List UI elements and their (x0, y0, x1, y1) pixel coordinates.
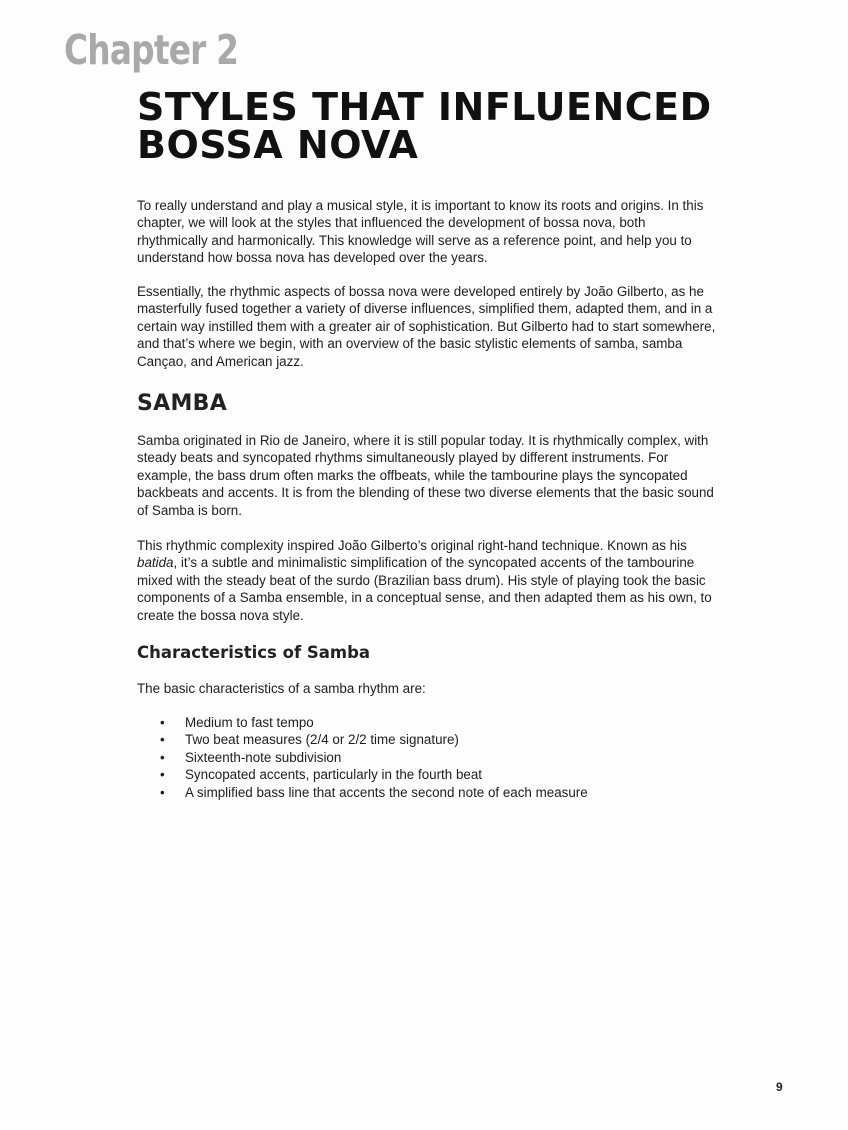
chapter-label: Chapter 2 (64, 26, 239, 74)
bullet-icon: • (160, 767, 165, 783)
page-number: 9 (776, 1080, 783, 1094)
samba-paragraph (137, 537, 717, 624)
list-item-text: Medium to fast tempo (185, 715, 314, 730)
bullet-icon: • (160, 715, 165, 730)
bullet-icon: • (160, 732, 165, 748)
list-item (137, 784, 697, 801)
paragraph-text: , it’s a subtle and minimalistic simplification of the syncopated accents of the tambourine mixed with the steady beat of the surdo (Brazilian bass drum). His style of playing took the basic components of a Samba ensemble, in a conceptual sense, and then adapted them as his own, to create the bossa nova style. (137, 555, 712, 623)
section-heading-samba: SAMBA (137, 391, 228, 416)
chapter-title (137, 85, 777, 167)
list-item (137, 714, 697, 731)
bullet-icon: • (160, 749, 165, 765)
samba-paragraph: Samba originated in Rio de Janeiro, where it is still popular today. It is rhythmically complex, with steady beats and syncopated rhythms simultaneously played by different instruments. For example, the bass drum often marks the offbeats, while the tambourine plays the syncopated backbeats and accents. It is from the blending of these two diverse elements that the basic sound of Samba is born. (137, 433, 714, 518)
paragraph-text: This rhythmic complexity inspired João Gilberto’s original right-hand technique. Known as his (137, 538, 687, 553)
list-item (137, 766, 697, 783)
list-item (137, 749, 697, 766)
title-line: BOSSA NOVA (137, 123, 419, 167)
list-item-text: Two beat measures (2/4 or 2/2 time signature) (185, 732, 459, 748)
subsection-heading: Characteristics of Samba (137, 643, 371, 662)
bullet-icon: • (160, 784, 165, 800)
intro-paragraph: To really understand and play a musical style, it is important to know its roots and origins. In this chapter, we will look at the styles that influenced the development of bossa nova, both rhythmically and harmonically. This knowledge will serve as a reference point, and help you to understand how bossa nova has developed over the years. (137, 198, 704, 266)
italic-term: batida (137, 555, 174, 571)
characteristics-list (137, 714, 697, 801)
list-item-text: Syncopated accents, particularly in the fourth beat (185, 767, 483, 783)
title-line: STYLES THAT INFLUENCED (137, 85, 712, 129)
list-item (137, 731, 697, 748)
list-item-text: A simplified bass line that accents the second note of each measure (185, 784, 588, 800)
intro-paragraph: Essentially, the rhythmic aspects of bossa nova were developed entirely by João Gilberto, as he masterfully fused together a variety of diverse influences, simplified them, adapted them, and in a certain way instilled them with a greater air of sophistication. But Gilberto had to start somewhere, and that’s where we begin, with an overview of the basic stylistic elements of samba, samba Cançao, and American jazz. (137, 284, 716, 369)
list-item-text: Sixteenth-note subdivision (185, 749, 342, 765)
characteristics-intro: The basic characteristics of a samba rhythm are: (137, 681, 426, 696)
